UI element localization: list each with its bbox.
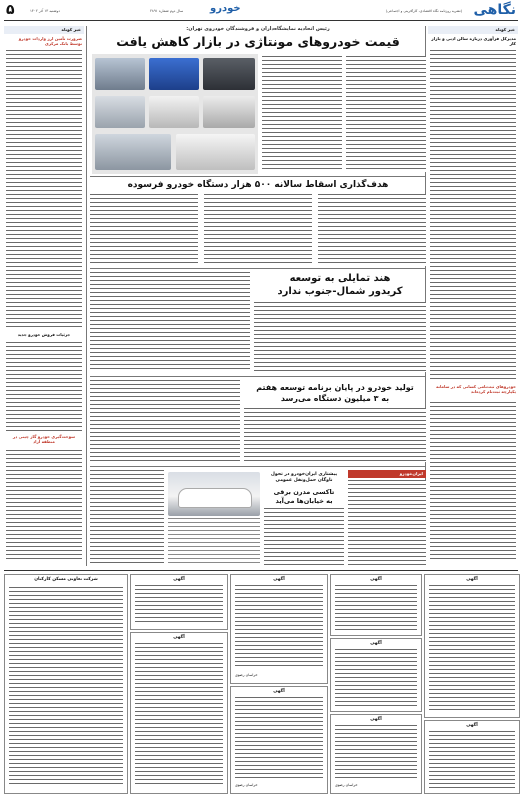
fourth-story-rule bbox=[90, 466, 426, 467]
ad-8-sign: خراسان رضوی bbox=[335, 783, 358, 787]
ad-box-8 bbox=[330, 714, 422, 794]
ad-box-10 bbox=[424, 720, 520, 794]
car-photo-4 bbox=[95, 96, 145, 128]
ev-story bbox=[90, 470, 426, 566]
left-body-text-2 bbox=[6, 342, 82, 432]
ad-box-3 bbox=[130, 632, 228, 794]
third-body-left bbox=[90, 272, 250, 372]
main-kicker: رئیس اتحادیه نمایشگاه‌داران و فروشندگان خودروی تهران: bbox=[186, 26, 330, 32]
ad-7-text bbox=[335, 649, 417, 707]
ad-8-text bbox=[335, 725, 417, 781]
left-column-rule bbox=[86, 26, 87, 566]
right-column bbox=[428, 26, 518, 566]
fourth-body-right bbox=[244, 408, 426, 462]
ad-9-text bbox=[429, 585, 515, 713]
ad-3-text bbox=[135, 643, 223, 785]
cars-photo bbox=[92, 54, 258, 174]
ad-left-text bbox=[9, 587, 123, 787]
fourth-body-left bbox=[90, 380, 240, 462]
left-title: ضرورت تأمین ارز واردات خودرو توسط بانک مرکزی bbox=[18, 36, 82, 46]
ad-5-sign: خراسان رضوی bbox=[235, 783, 258, 787]
third-body-right bbox=[254, 302, 426, 372]
ad-4-label: آگهی bbox=[273, 577, 285, 582]
main-story-rule bbox=[90, 176, 426, 177]
second-title: هدف‌گذاری اسقاط سالانه ۵۰۰ هزار دستگاه خودرو فرسوده bbox=[127, 180, 389, 190]
third-story-rule bbox=[90, 376, 426, 377]
ad-7-label: آگهی bbox=[370, 641, 382, 646]
ev-kicker: پیشتازی ایران‌خودرو در تحول ناوگان حمل‌ونقل عمومی bbox=[270, 472, 338, 483]
masthead-rule bbox=[4, 20, 518, 21]
second-story-rule bbox=[90, 268, 426, 269]
fourth-title-2: به ۳ میلیون دستگاه می‌رسد bbox=[280, 394, 390, 403]
ad-5-label: آگهی bbox=[273, 689, 285, 694]
ev-caption-text bbox=[168, 518, 260, 566]
main-body-col-1 bbox=[262, 56, 342, 172]
section-title: خودرو bbox=[210, 3, 241, 14]
third-story bbox=[90, 272, 426, 374]
second-body-col-2 bbox=[204, 194, 312, 266]
ad-6-label: آگهی bbox=[370, 577, 382, 582]
ev-body-mid bbox=[264, 508, 344, 566]
ad-6-text bbox=[335, 585, 417, 631]
ad-4-sign: خراسان رضوی bbox=[235, 673, 258, 677]
car-photo-1 bbox=[95, 58, 145, 90]
car-photo-7 bbox=[95, 134, 171, 170]
left-column bbox=[4, 26, 84, 566]
left-box-header bbox=[4, 26, 84, 34]
right-body-text bbox=[430, 50, 516, 380]
ad-3-label: آگهی bbox=[173, 635, 185, 640]
left-box-label: خبر کوتاه bbox=[61, 27, 81, 32]
left-headline-2: جزئیات فروش خودرو جدید bbox=[17, 332, 71, 337]
main-body-col-2 bbox=[346, 56, 426, 172]
ev-taxi-photo bbox=[168, 472, 260, 516]
fourth-title-1: تولید خودرو در پایان برنامه توسعه هفتم bbox=[256, 383, 414, 392]
car-photo-2 bbox=[149, 58, 199, 90]
ad-box-7 bbox=[330, 638, 422, 712]
ad-10-label: آگهی bbox=[466, 723, 478, 728]
masthead-logo: نگاهی bbox=[473, 2, 516, 18]
third-title-1: هند تمایلی به توسعه bbox=[289, 273, 391, 284]
ad-box-5 bbox=[230, 686, 328, 794]
main-story bbox=[90, 26, 426, 174]
car-photo-3 bbox=[203, 58, 255, 90]
ad-2-label: آگهی bbox=[173, 577, 185, 582]
issue-date: دوشنبه ۱۳ آذر ۱۴۰۲ bbox=[30, 9, 60, 13]
second-story bbox=[90, 180, 426, 266]
second-body-col-1 bbox=[90, 194, 198, 266]
ev-body-left bbox=[90, 470, 164, 566]
masthead-tagline: (نشریه روزنامه نگاه اقتصادی، کارآفرینی و اجتماعی) bbox=[385, 9, 462, 13]
ad-box-left bbox=[4, 574, 128, 794]
right-title: مدیرکل فرآوری درباره سالن ادبی و بازار کار bbox=[431, 36, 516, 46]
second-body-col-3 bbox=[318, 194, 426, 266]
car-photo-6 bbox=[203, 96, 255, 128]
ad-5-text bbox=[235, 697, 323, 781]
car-photo-8 bbox=[176, 134, 255, 170]
ad-box-2 bbox=[130, 574, 228, 630]
ev-badge-label: ایران‌خودرو bbox=[399, 471, 423, 476]
ads-top-rule bbox=[4, 570, 518, 571]
ev-photo-caption bbox=[168, 518, 260, 566]
right-body-text-2 bbox=[430, 402, 516, 562]
left-headline-3: سوخت‌گیری خودرو گاز چینی در منطقه آزاد bbox=[12, 434, 76, 444]
masthead bbox=[0, 0, 522, 22]
issue-number: سال دوم شماره ۲۸۹۱ bbox=[150, 9, 184, 13]
left-body-text bbox=[6, 50, 82, 330]
ad-left-title: شرکت تعاونی مسکن کارکنان bbox=[34, 577, 98, 582]
car-photo-5 bbox=[149, 96, 199, 128]
fourth-story bbox=[90, 380, 426, 464]
page-number: ۵ bbox=[6, 2, 15, 18]
ev-taxi-body bbox=[178, 488, 252, 508]
ad-10-text bbox=[429, 731, 515, 789]
ev-title-2: به خیابان‌ها می‌آید bbox=[275, 497, 333, 505]
ev-badge bbox=[348, 470, 426, 478]
ad-4-text bbox=[235, 585, 323, 669]
left-body-text-3 bbox=[6, 450, 82, 562]
ad-2-text bbox=[135, 585, 223, 625]
ev-title-1: تاکسی مدرن برقی bbox=[273, 488, 335, 496]
ad-box-9 bbox=[424, 574, 520, 718]
third-title-2: کریدور شمال-جنوب ندارد bbox=[277, 286, 403, 297]
ev-body-right bbox=[348, 480, 426, 566]
main-title: قیمت خودروهای مونتاژی در بازار کاهش یافت bbox=[116, 34, 400, 49]
right-box-label: خبر کوتاه bbox=[495, 27, 515, 32]
ad-box-6 bbox=[330, 574, 422, 636]
ad-8-label: آگهی bbox=[370, 717, 382, 722]
right-box-header bbox=[428, 26, 518, 34]
ad-box-4 bbox=[230, 574, 328, 684]
right-headline-2: خودروهای ثبت‌نامی کسانی که در سامانه یکپارچه ثبت‌نام کرده‌اند bbox=[436, 384, 516, 394]
ad-9-label: آگهی bbox=[466, 577, 478, 582]
